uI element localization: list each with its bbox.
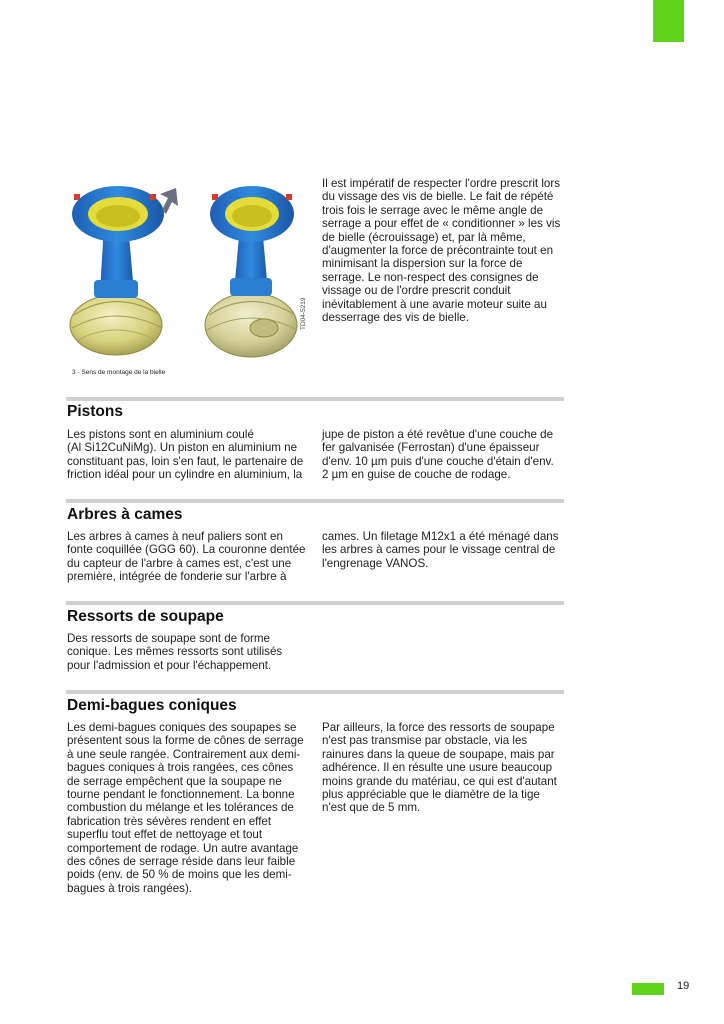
right-rod-assembly (205, 186, 297, 357)
section-title-pistons: Pistons (67, 403, 123, 420)
cones-text-left: Les demi-bagues coniques des soupapes se présentent sous la forme de cônes de serrage à une seule rangée. Contrairement aux demi- bagues coniques à trois rangées, ces cônes de serrage empêchent que la soupape ne tourne pendant le fonctionnement. La bonne combustion du mélange et les tolérances de fabrication très sévères rendent en effet superflu tout effet de nettoyage et tout comportement de rodage. Un autre avantage des cônes de serrage réside dans leur faible poids (env. de 50 % de moins que les demi- bagues à trois rangées). (67, 721, 304, 895)
figure-caption: 3 - Sens de montage de la bielle (72, 369, 166, 376)
section-divider (66, 601, 564, 605)
figure-code: TD04-5219 (300, 297, 307, 330)
springs-text-left: Des ressorts de soupape sont de forme conique. Les mêmes ressorts sont utilisés pour l'admission et pour l'échappement. (67, 632, 283, 672)
section-divider (66, 499, 564, 503)
section-title-valve-cones: Demi-bagues coniques (67, 697, 237, 714)
page-tab-marker (632, 983, 664, 995)
intro-paragraph: Il est impératif de respecter l'ordre prescrit lors du vissage des vis de bielle. Le fait de répété trois fois le serrage avec le même angle de serrage a pour effet de « conditionner » les vis de bielle (écrouissage) et, par là même, d'augmenter la force de précontrainte tout en minimisant la dispersion sur la force de serrage. Le non-respect des consignes de vissage ou de l'ordre prescrit conduit inévitablement à une avarie moteur suite au desserrage des vis de bielle. (322, 177, 561, 325)
left-rod-assembly (70, 186, 178, 355)
section-divider (66, 690, 564, 694)
section-divider (66, 397, 564, 401)
connecting-rod-illustration (64, 180, 314, 360)
chapter-tab-marker (653, 0, 684, 42)
pistons-text-right: jupe de piston a été revêtue d'une couche de fer galvanisée (Ferrostan) d'une épaisseur d'env. 10 µm puis d'une couche d'étain d'env. 2 µm en guise de couche de rodage. (322, 428, 554, 482)
section-title-camshafts: Arbres à cames (67, 506, 183, 523)
section-title-valve-springs: Ressorts de soupape (67, 608, 224, 625)
cams-text-left: Les arbres à cames à neuf paliers sont en fonte coquillée (GGG 60). La couronne dentée du capteur de l'arbre à cames est, c'est une première, intégrée de fonderie sur l'arbre à (67, 530, 306, 584)
page-number: 19 (677, 980, 690, 992)
cams-text-right: cames. Un filetage M12x1 a été ménagé dans les arbres à cames pour le vissage central de l'engrenage VANOS. (322, 530, 559, 570)
cones-text-right: Par ailleurs, la force des ressorts de soupape n'est pas transmise par obstacle, via les rainures dans la queue de soupape, mais par adhérence. Il en résulte une usure beaucoup moins grande du matériau, ce qui est d'autant plus appréciable que le diamètre de la tige n'est que de 5 mm. (322, 721, 557, 815)
pistons-text-left: Les pistons sont en aluminium coulé (Al Si12CuNiMg). Un piston en aluminium ne constituant pas, loin s'en faut, le partenaire de friction idéal pour un cylindre en aluminium, la (67, 428, 304, 482)
